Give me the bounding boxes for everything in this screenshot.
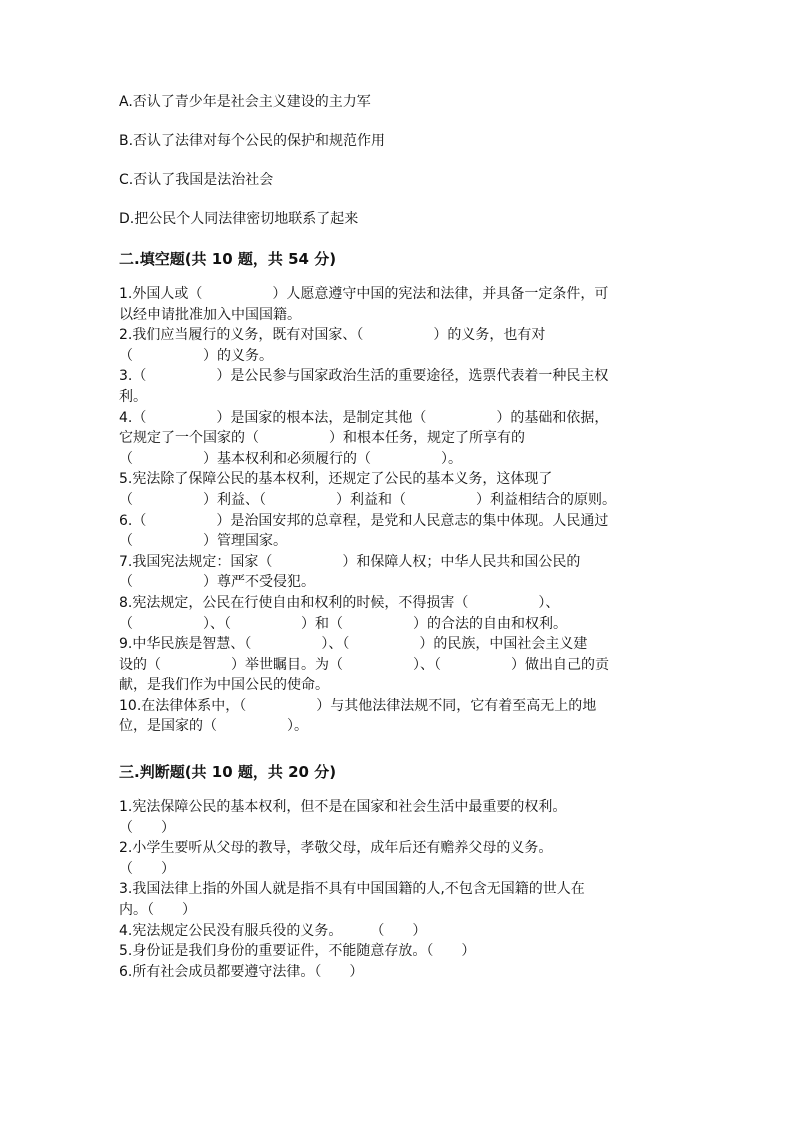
option-a: A.否认了青少年是社会主义建设的主力军 xyxy=(119,94,371,110)
question-line: （ ）基本权利和必须履行的（ ）。 xyxy=(119,450,462,467)
question-line: 2.小学生要听从父母的教导，孝敬父母，成年后还有赡养父母的义务。 xyxy=(119,840,553,857)
question-line: 献，是我们作为中国公民的使命。 xyxy=(119,677,329,694)
question-item xyxy=(119,511,679,552)
question-line: 8.宪法规定，公民在行使自由和权利的时候，不得损害（ ）、 xyxy=(119,594,560,611)
question-line: （ ）利益、（ ）利益和（ ）利益相结合的原则。 xyxy=(119,491,616,508)
true-false-questions xyxy=(119,797,679,982)
section-true-false-title: 三.判断题(共 10 题，共 20 分) xyxy=(119,763,337,782)
answer-options xyxy=(119,92,679,229)
question-line: 以经申请批准加入中国国籍。 xyxy=(119,306,301,323)
option-b: B.否认了法律对每个公民的保护和规范作用 xyxy=(119,133,386,149)
question-line: 1.宪法保障公民的基本权利，但不是在国家和社会生活中最重要的权利。 xyxy=(119,799,567,816)
question-line: （ ）、（ ）和（ ）的合法的自由和权利。 xyxy=(119,615,567,632)
question-line: 内。（ ） xyxy=(119,902,196,919)
question-item xyxy=(119,879,679,920)
question-item xyxy=(119,552,679,593)
question-line: 利。 xyxy=(119,388,147,405)
question-line: （ ） xyxy=(119,860,175,877)
question-item xyxy=(119,941,679,962)
question-item xyxy=(119,366,679,407)
question-item xyxy=(119,469,679,510)
option-d: D.把公民个人同法律密切地联系了起来 xyxy=(119,211,359,227)
question-item xyxy=(119,921,679,942)
question-line: （ ）尊严不受侵犯。 xyxy=(119,574,315,591)
question-line: 5.宪法除了保障公民的基本权利，还规定了公民的基本义务，这体现了 xyxy=(119,471,553,488)
question-line: 1.外国人或（ ）人愿意遵守中国的宪法和法律，并具备一定条件，可 xyxy=(119,286,609,302)
question-line: 它规定了一个国家的（ ）和根本任务，规定了所享有的 xyxy=(119,430,525,447)
question-item xyxy=(119,838,679,879)
question-line: 4.（ ）是国家的根本法，是制定其他（ ）的基础和依据， xyxy=(119,409,609,426)
document-page xyxy=(119,92,679,982)
question-line: 7.我国宪法规定：国家（ ）和保障人权；中华人民共和国公民的 xyxy=(119,553,581,570)
question-line: 4.宪法规定公民没有服兵役的义务。 （ ） xyxy=(119,922,427,939)
section-fill-in-title: 二.填空题(共 10 题，共 54 分) xyxy=(119,250,337,268)
question-item xyxy=(119,696,679,737)
question-line: （ ）管理国家。 xyxy=(119,533,287,550)
question-line: 位，是国家的（ ）。 xyxy=(119,718,308,735)
question-item xyxy=(119,962,679,983)
question-line: 6.所有社会成员都要遵守法律。（ ） xyxy=(119,963,364,980)
question-line: 2.我们应当履行的义务，既有对国家、（ ）的义务，也有对 xyxy=(119,327,546,344)
question-line: （ ）的义务。 xyxy=(119,347,273,364)
question-line: 3.（ ）是公民参与国家政治生活的重要途径，选票代表着一种民主权 xyxy=(119,368,609,385)
question-item xyxy=(119,593,679,634)
question-line: 9.中华民族是智慧、（ ）、（ ）的民族，中国社会主义建 xyxy=(119,636,588,653)
question-item xyxy=(119,325,679,366)
question-line: （ ） xyxy=(119,819,175,836)
question-line: 3.我国法律上指的外国人就是指不具有中国国籍的人,不包含无国籍的世人在 xyxy=(119,881,585,898)
question-line: 10.在法律体系中，（ ）与其他法律法规不同，它有着至高无上的地 xyxy=(119,697,597,714)
question-line: 5.身份证是我们身份的重要证件，不能随意存放。（ ） xyxy=(119,943,476,960)
question-item xyxy=(119,284,679,325)
fill-in-questions xyxy=(119,284,679,737)
question-line: 6.（ ）是治国安邦的总章程，是党和人民意志的集中体现。人民通过 xyxy=(119,512,609,529)
option-c: C.否认了我国是法治社会 xyxy=(119,172,274,188)
question-item xyxy=(119,797,679,838)
question-item xyxy=(119,408,679,470)
question-item xyxy=(119,634,679,696)
question-line: 设的（ ）举世瞩目。为（ ）、（ ）做出自己的贡 xyxy=(119,656,609,673)
